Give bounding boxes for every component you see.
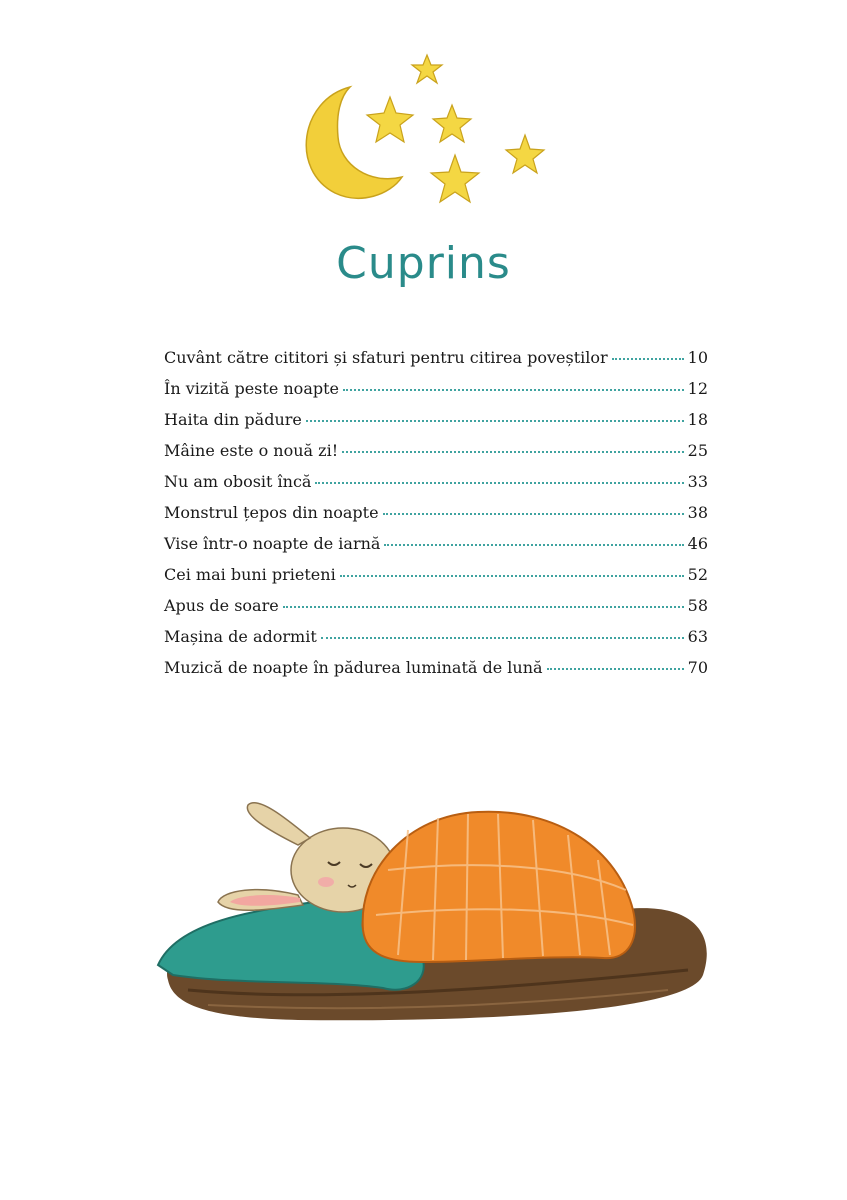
- toc-entry: [164, 441, 708, 472]
- toc-entry-page: 25: [687, 441, 708, 460]
- toc-entry-title: Mașina de adormit: [164, 627, 317, 646]
- toc-entry-title: Cei mai buni prieteni: [164, 565, 336, 584]
- bunny-ear: [247, 803, 310, 845]
- toc-leader-dots: [321, 637, 684, 639]
- toc-entry-page: 58: [687, 596, 708, 615]
- toc-leader-dots: [383, 513, 684, 515]
- toc-entry-title: Nu am obosit încă: [164, 472, 312, 491]
- toc-entry: [164, 472, 708, 503]
- toc-entry-title: Mâine este o nouă zi!: [164, 441, 339, 460]
- toc-leader-dots: [547, 668, 684, 670]
- sleeping-bunny-illustration: [148, 790, 710, 1030]
- toc-leader-dots: [342, 451, 684, 453]
- toc-entry-title: Cuvânt către cititori și sfaturi pentru citirea poveștilor: [164, 348, 608, 367]
- toc-leader-dots: [340, 575, 684, 577]
- star-icon: [367, 97, 413, 142]
- toc-entry: [164, 658, 708, 689]
- toc-entry-title: Apus de soare: [164, 596, 279, 615]
- toc-entry: [164, 410, 708, 441]
- toc-entry: [164, 348, 708, 379]
- toc-entry-page: 70: [687, 658, 708, 677]
- toc-entry-title: Haita din pădure: [164, 410, 302, 429]
- toc-entry-title: Muzică de noapte în pădurea luminată de lună: [164, 658, 543, 677]
- table-of-contents: [164, 348, 708, 689]
- toc-entry-page: 46: [687, 534, 708, 553]
- toc-entry-page: 52: [687, 565, 708, 584]
- toc-leader-dots: [612, 358, 684, 360]
- star-icon: [431, 155, 479, 202]
- toc-entry-page: 63: [687, 627, 708, 646]
- toc-entry: [164, 534, 708, 565]
- star-icon: [506, 135, 544, 173]
- star-icon: [433, 105, 471, 142]
- toc-entry-title: Monstrul țepos din noapte: [164, 503, 379, 522]
- toc-entry-title: În vizită peste noapte: [164, 379, 339, 398]
- toc-leader-dots: [283, 606, 684, 608]
- toc-entry-page: 38: [687, 503, 708, 522]
- star-icon: [412, 55, 442, 83]
- toc-entry-page: 18: [687, 410, 708, 429]
- toc-entry: [164, 503, 708, 534]
- toc-entry-title: Vise într-o noapte de iarnă: [164, 534, 381, 553]
- toc-entry-page: 33: [687, 472, 708, 491]
- toc-entry: [164, 627, 708, 658]
- toc-entry: [164, 565, 708, 596]
- moon-and-stars-illustration: [290, 45, 560, 225]
- toc-leader-dots: [343, 389, 684, 391]
- toc-entry: [164, 379, 708, 410]
- toc-entry: [164, 596, 708, 627]
- page-title: Cuprins: [336, 238, 511, 289]
- toc-leader-dots: [384, 544, 683, 546]
- toc-entry-page: 10: [687, 348, 708, 367]
- toc-leader-dots: [306, 420, 684, 422]
- toc-entry-page: 12: [687, 379, 708, 398]
- toc-leader-dots: [315, 482, 683, 484]
